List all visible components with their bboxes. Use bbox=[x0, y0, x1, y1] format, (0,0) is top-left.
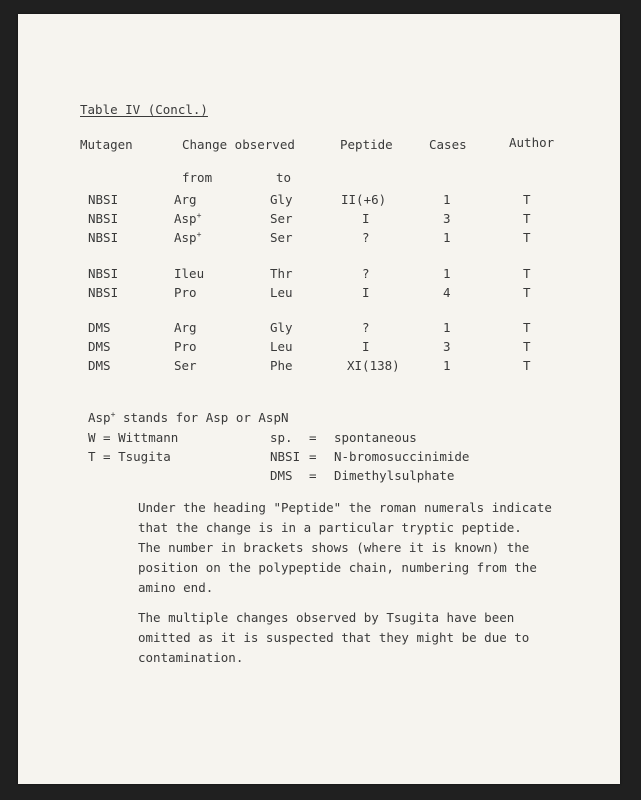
row-6-author: T bbox=[523, 339, 531, 354]
paragraph-2-line: The multiple changes observed by Tsugita have been bbox=[138, 610, 515, 625]
row-7-author: T bbox=[523, 358, 531, 373]
table-title: Table IV (Concl.) bbox=[80, 102, 208, 117]
row-2-cases: 1 bbox=[443, 230, 451, 245]
row-1-peptide: I bbox=[362, 211, 370, 226]
row-2-from: Asp+ bbox=[174, 230, 202, 245]
row-4-to: Leu bbox=[270, 285, 293, 300]
row-0-to: Gly bbox=[270, 192, 293, 207]
legend-sp-key: sp. bbox=[270, 430, 293, 445]
row-4-from: Pro bbox=[174, 285, 197, 300]
row-4-cases: 4 bbox=[443, 285, 451, 300]
document-page bbox=[18, 14, 620, 784]
legend-tsugita: T = Tsugita bbox=[88, 449, 171, 464]
header-cases: Cases bbox=[429, 137, 467, 152]
row-3-cases: 1 bbox=[443, 266, 451, 281]
explanatory-paragraph-2 bbox=[138, 608, 598, 668]
row-2-peptide: ? bbox=[362, 230, 370, 245]
row-7-cases: 1 bbox=[443, 358, 451, 373]
row-3-author: T bbox=[523, 266, 531, 281]
legend-nbsi-key: NBSI bbox=[270, 449, 301, 464]
row-2-to: Ser bbox=[270, 230, 293, 245]
row-0-from: Arg bbox=[174, 192, 197, 207]
row-0-mutagen: NBSI bbox=[88, 192, 119, 207]
legend-wittmann: W = Wittmann bbox=[88, 430, 179, 445]
legend-nbsi-val: N-bromosuccinimide bbox=[334, 449, 470, 464]
row-6-to: Leu bbox=[270, 339, 293, 354]
paragraph-1-line: The number in brackets shows (where it is known) the bbox=[138, 540, 530, 555]
row-5-cases: 1 bbox=[443, 320, 451, 335]
row-7-from: Ser bbox=[174, 358, 197, 373]
explanatory-paragraph-1 bbox=[138, 498, 598, 598]
header-from: from bbox=[182, 170, 213, 185]
paragraph-2-line: omitted as it is suspected that they might be due to bbox=[138, 630, 530, 645]
row-4-mutagen: NBSI bbox=[88, 285, 119, 300]
row-4-author: T bbox=[523, 285, 531, 300]
row-7-to: Phe bbox=[270, 358, 293, 373]
header-change-observed: Change observed bbox=[182, 137, 295, 152]
legend-dms-key: DMS bbox=[270, 468, 293, 483]
row-6-cases: 3 bbox=[443, 339, 451, 354]
row-5-to: Gly bbox=[270, 320, 293, 335]
row-3-peptide: ? bbox=[362, 266, 370, 281]
row-1-to: Ser bbox=[270, 211, 293, 226]
row-5-author: T bbox=[523, 320, 531, 335]
row-6-peptide: I bbox=[362, 339, 370, 354]
row-5-from: Arg bbox=[174, 320, 197, 335]
row-3-from: Ileu bbox=[174, 266, 205, 281]
row-6-from: Pro bbox=[174, 339, 197, 354]
header-peptide: Peptide bbox=[340, 137, 393, 152]
row-3-mutagen: NBSI bbox=[88, 266, 119, 281]
row-0-author: T bbox=[523, 192, 531, 207]
row-3-to: Thr bbox=[270, 266, 293, 281]
row-2-mutagen: NBSI bbox=[88, 230, 119, 245]
paragraph-2-line: contamination. bbox=[138, 650, 244, 665]
legend-asp: Asp+ stands for Asp or AspN bbox=[88, 410, 289, 425]
paragraph-1-line: position on the polypeptide chain, numbering from the bbox=[138, 560, 537, 575]
row-4-peptide: I bbox=[362, 285, 370, 300]
row-5-peptide: ? bbox=[362, 320, 370, 335]
legend-sp-eq: = bbox=[309, 430, 317, 445]
header-to: to bbox=[276, 170, 292, 185]
row-1-from: Asp+ bbox=[174, 211, 202, 226]
legend-dms-eq: = bbox=[309, 468, 317, 483]
row-6-mutagen: DMS bbox=[88, 339, 111, 354]
legend-sp-val: spontaneous bbox=[334, 430, 417, 445]
row-7-peptide: XI(138) bbox=[347, 358, 400, 373]
header-mutagen: Mutagen bbox=[80, 137, 133, 152]
row-5-mutagen: DMS bbox=[88, 320, 111, 335]
row-1-cases: 3 bbox=[443, 211, 451, 226]
paragraph-1-line: Under the heading "Peptide" the roman numerals indicate bbox=[138, 500, 552, 515]
legend-nbsi-eq: = bbox=[309, 449, 317, 464]
row-1-mutagen: NBSI bbox=[88, 211, 119, 226]
legend-dms-val: Dimethylsulphate bbox=[334, 468, 455, 483]
row-2-author: T bbox=[523, 230, 531, 245]
row-1-author: T bbox=[523, 211, 531, 226]
paragraph-1-line: that the change is in a particular tryptic peptide. bbox=[138, 520, 522, 535]
row-7-mutagen: DMS bbox=[88, 358, 111, 373]
row-0-peptide: II(+6) bbox=[341, 192, 387, 207]
header-author: Author bbox=[509, 135, 555, 150]
row-0-cases: 1 bbox=[443, 192, 451, 207]
paragraph-1-line: amino end. bbox=[138, 580, 214, 595]
